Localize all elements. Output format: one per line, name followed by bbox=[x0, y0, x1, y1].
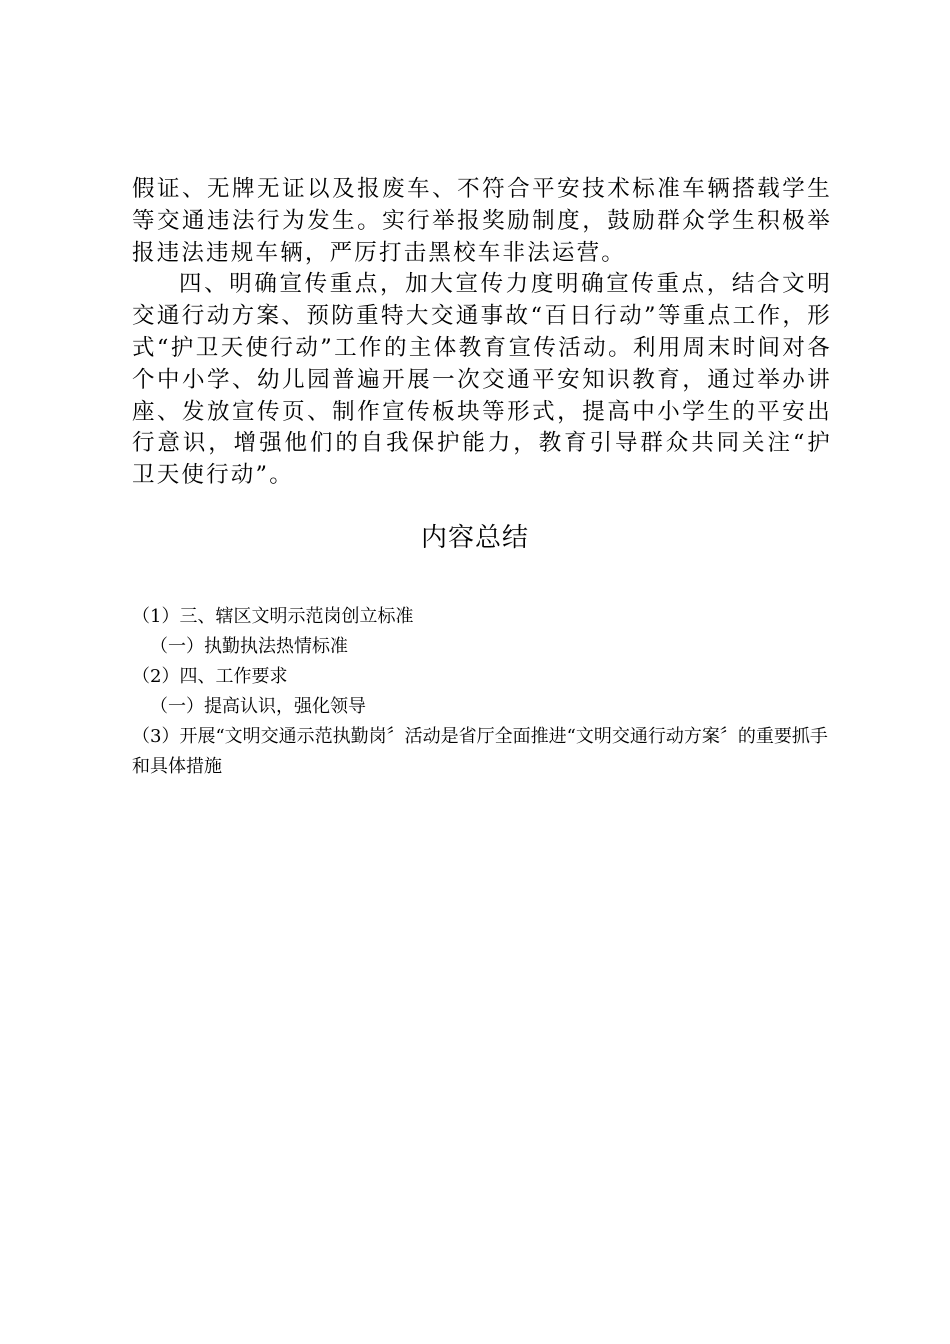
summary-subitem: （一）执勤执法热情标准 bbox=[150, 636, 348, 657]
summary-list bbox=[132, 602, 832, 782]
summary-item: （2）四、工作要求 bbox=[132, 666, 288, 687]
summary-item: （3）开展“文明交通示范执勤岗〞活动是省厅全面推进“文明交通行动方案〞的重要抓手和具体措施 bbox=[132, 726, 828, 777]
body-text bbox=[132, 174, 832, 492]
summary-item: （1）三、辖区文明示范岗创立标准 bbox=[132, 606, 414, 627]
paragraph-publicity: 四、明确宣传重点，加大宣传力度明确宣传重点，结合文明交通行动方案、预防重特大交通事故“百日行动”等重点工作，形式“护卫天使行动”工作的主体教育宣传活动。利用周末时间对各个中小学、幼儿园普遍开展一次交通平安知识教育，通过举办讲座、发放宣传页、制作宣传板块等形式，提高中小学生的平安出行意识，增强他们的自我保护能力，教育引导群众共同关注“护卫天使行动”。 bbox=[132, 271, 832, 489]
paragraph-continuation: 假证、无牌无证以及报废车、不符合平安技术标准车辆搭载学生等交通违法行为发生。实行举报奖励制度，鼓励群众学生积极举报违法违规车辆，严厉打击黑校车非法运营。 bbox=[132, 176, 832, 266]
summary-heading: 内容总结 bbox=[420, 523, 529, 553]
summary-subitem: （一）提高认识，强化领导 bbox=[150, 696, 366, 717]
